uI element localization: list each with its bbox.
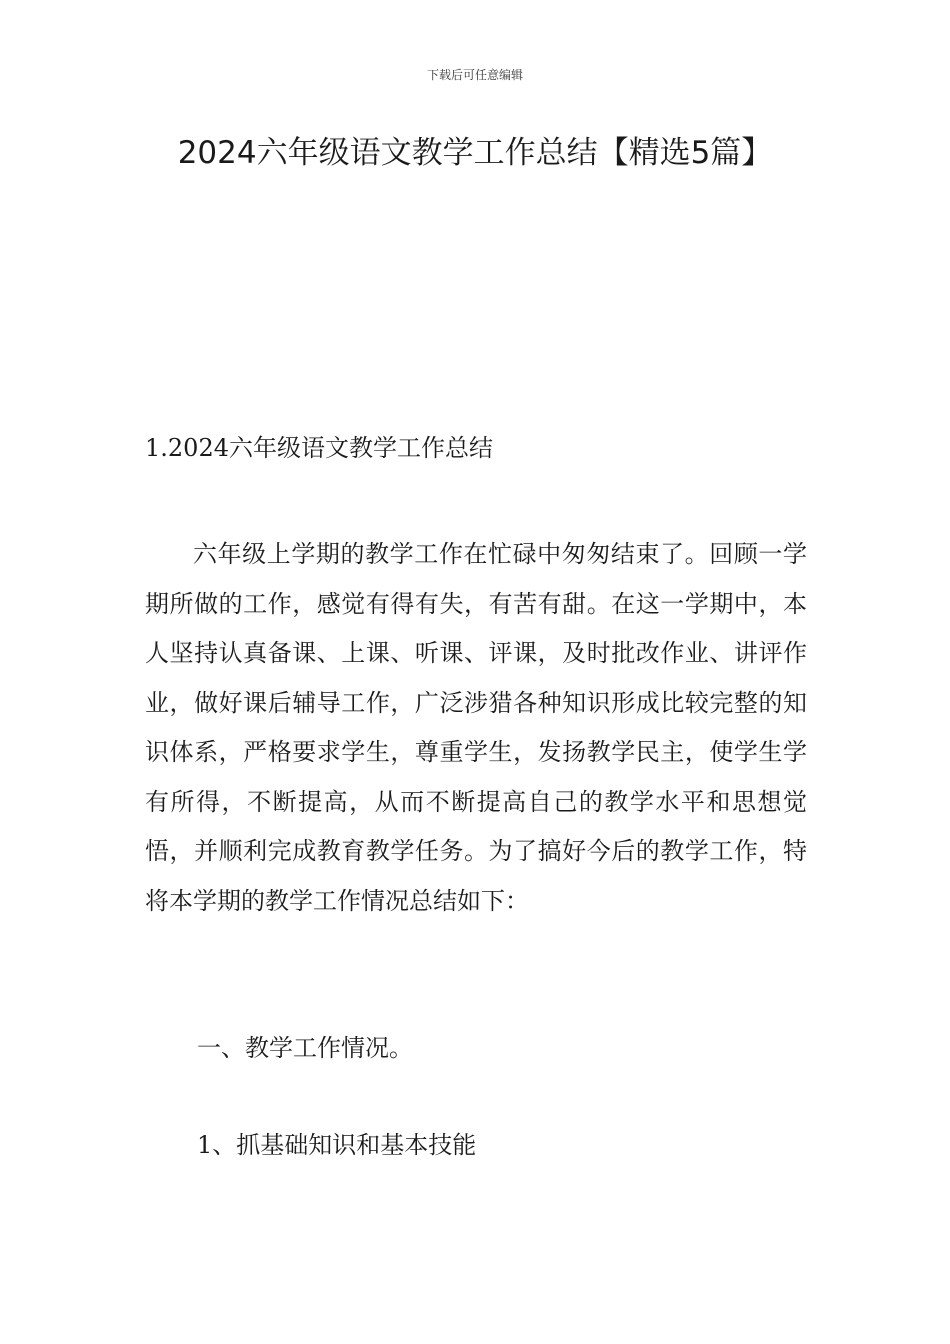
body-paragraph: 六年级上学期的教学工作在忙碌中匆匆结束了。回顾一学期所做的工作，感觉有得有失，有苦有甜。在这一学期中，本人坚持认真备课、上课、听课、评课，及时批改作业、讲评作业，做好课后辅导工作，广泛涉猎各种知识形成比较完整的知识体系，严格要求学生，尊重学生，发扬教学民主，使学生学有所得，不断提高，从而不断提高自己的教学水平和思想觉悟，并顺利完成教育教学任务。为了搞好今后的教学工作，特将本学期的教学工作情况总结如下：	[145, 540, 807, 915]
document-title: 2024六年级语文教学工作总结【精选5篇】	[177, 135, 773, 171]
subheading-basic-skills: 1、抓基础知识和基本技能	[197, 1131, 477, 1159]
header-note: 下载后可任意编辑	[426, 68, 523, 82]
section-heading: 1.2024六年级语文教学工作总结	[145, 434, 493, 462]
subheading-teaching-work: 一、教学工作情况。	[197, 1034, 413, 1062]
